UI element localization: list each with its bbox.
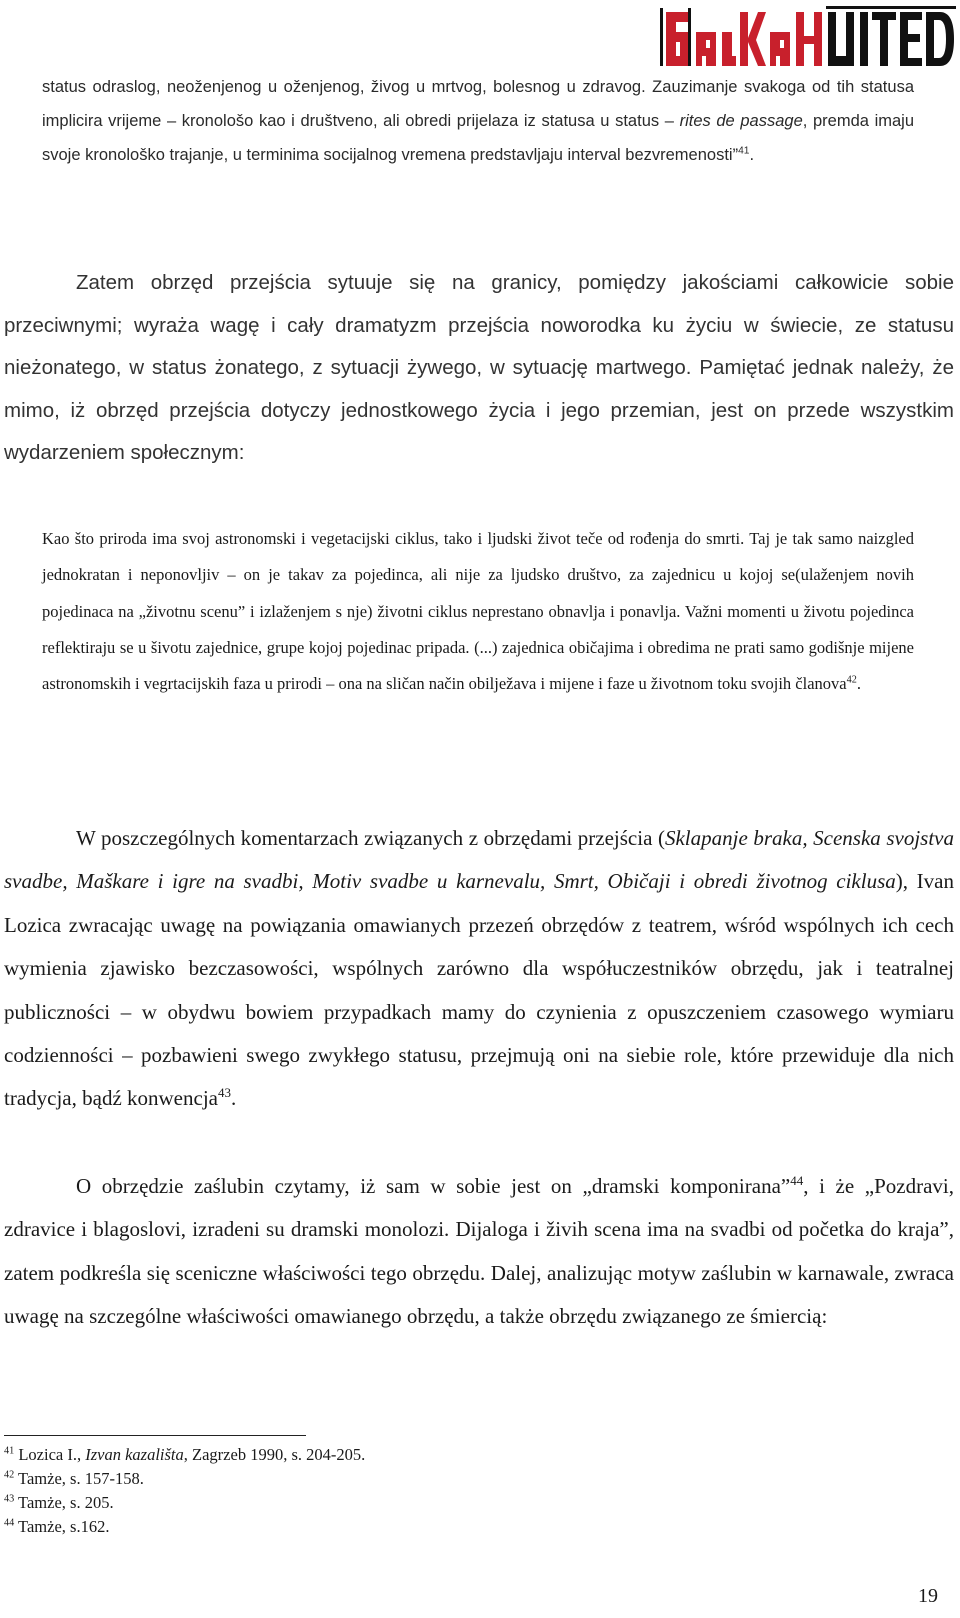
- footnote-text: Tamże, s. 205.: [18, 1493, 114, 1512]
- paragraph-continuation: [42, 70, 914, 172]
- italic-titles: Sklapanje braka, Scenska svojstva svadbe, Maškare i igre na svadbi, Motiv svadbe u karnevalu, Smrt, Običaji i obredi životnog ciklusa: [4, 826, 954, 894]
- quote-text: .: [856, 674, 861, 694]
- footnote-item: [4, 1491, 704, 1515]
- page-number: 19: [918, 1585, 938, 1607]
- footnote-text: Tamże, s.162.: [18, 1517, 110, 1536]
- quote-text: Kao što priroda ima svoj astronomski i vegetacijski ciklus, tako i ljudski život teče od rođenja do smrti. Taj je tak samo naizgled jednokratan i neponovljiv – on je takav za pojedinca, ali nije za ljudsko društvo, za zajednicu u kojoj se(ulaženjem novih pojedinaca na „životnu scenu” i izlaženjem s nje) životni ciklus neprestano obnavlja i ponavlja. Važni momenti u životu pojedinca reflektiraju se u šivotu zajednice, grupe kojoj pojedinac pripada. (...) zajednica običajima i obredima ne prati samo godišnje mijene astronomskih i vegrtacijskih faza u prirodi – ona na sličan način obilježava i mijene i faze u životnom toku svojih članova: [42, 529, 914, 694]
- paragraph-text: Zatem obrzęd przejścia sytuuje się na granicy, pomiędzy jakościami całkowicie sobie przeciwnymi; wyraża wagę i cały dramatyzm przejścia noworodka ku życiu w świecie, ze statusu nieżonatego, w status żonatego, z sytuacji żywego, w sytuację martwego. Pamiętać jednak należy, że mimo, iż obrzęd przejścia dotyczy jednostkowego życia i jego przemian, jest on przede wszystkim wydarzeniem społecznym:: [4, 271, 954, 464]
- footnote-text: Lozica I.,: [18, 1445, 86, 1464]
- paragraph-body: [4, 817, 954, 1121]
- footnote-item: [4, 1515, 704, 1539]
- footnote-ref[interactable]: 44: [790, 1173, 804, 1188]
- paragraph-text: O obrzędzie zaślubin czytamy, iż sam w sobie jest on „dramski komponirana”: [76, 1174, 791, 1198]
- paragraph-text: status odraslog, neoženjenog u oženjenog, živog u mrtvog, bolesnog u zdravog. Zauzimanje svakoga od tih statusa implicira vrijeme – kronološo kao i društveno, ali obredi prijelaza iz statusa u status –: [42, 78, 914, 130]
- balkan-united-logo: [660, 4, 958, 70]
- paragraph-body: [4, 1165, 954, 1339]
- footnote-number: 43: [4, 1493, 15, 1505]
- footnote-item: [4, 1443, 704, 1467]
- footnote-divider: [4, 1435, 306, 1436]
- footnote-text: Tamże, s. 157-158.: [18, 1469, 144, 1488]
- footnote-ref[interactable]: 41: [738, 145, 750, 157]
- footnote-italic: Izvan kazališta: [85, 1445, 184, 1464]
- footnote-number: 44: [4, 1517, 15, 1529]
- footnote-item: [4, 1467, 704, 1491]
- paragraph-text: ), Ivan Lozica zwracając uwagę na powiązania omawianych przezeń obrzędów z teatrem, wśród wspólnych ich cech wymienia zjawisko bezczasowości, wspólnych zarówno dla współuczestników obrzędu, jak i teatralnej publiczności – w obydwu bowiem przypadkach mamy do czynienia z opuszczeniem czasowego wymiaru codzienności – pozbawieni swego zwykłego statusu, przejmują oni na siebie role, które przewiduje dla nich tradycja, bądź konwencja: [4, 869, 954, 1111]
- paragraph-text: .: [749, 146, 755, 164]
- footnote-number: 41: [4, 1445, 15, 1457]
- paragraph-text: , premda imaju svoje kronološko trajanje, u terminima socijalnog vremena predstavljaju interval bezvremenosti”: [42, 112, 914, 164]
- footnote-number: 42: [4, 1469, 15, 1481]
- paragraph-text: .: [231, 1086, 237, 1111]
- footnote-ref[interactable]: 42: [846, 674, 857, 686]
- italic-term: rites de passage: [679, 112, 803, 130]
- paragraph-text: W poszczególnych komentarzach związanych z obrzędami przejścia (: [76, 826, 665, 850]
- paragraph-body: [4, 262, 954, 475]
- footnote-ref[interactable]: 43: [217, 1085, 231, 1101]
- paragraph-text: , i że „Pozdravi, zdravice i blagoslovi, izradeni su dramski monolozi. Dijaloga i živih scena ima na svadbi od početka do kraja”, zatem podkreśla się sceniczne właściwości tego obrzędu. Dalej, analizując motyw zaślubin w karnawale, zwraca uwagę na szczególne właściwości omawianego obrzędu, a także obrzędu związanego ze śmiercią:: [4, 1174, 955, 1329]
- footnotes: [4, 1443, 704, 1539]
- footnote-text: , Zagrzeb 1990, s. 204-205.: [183, 1445, 366, 1464]
- block-quote: [42, 521, 914, 702]
